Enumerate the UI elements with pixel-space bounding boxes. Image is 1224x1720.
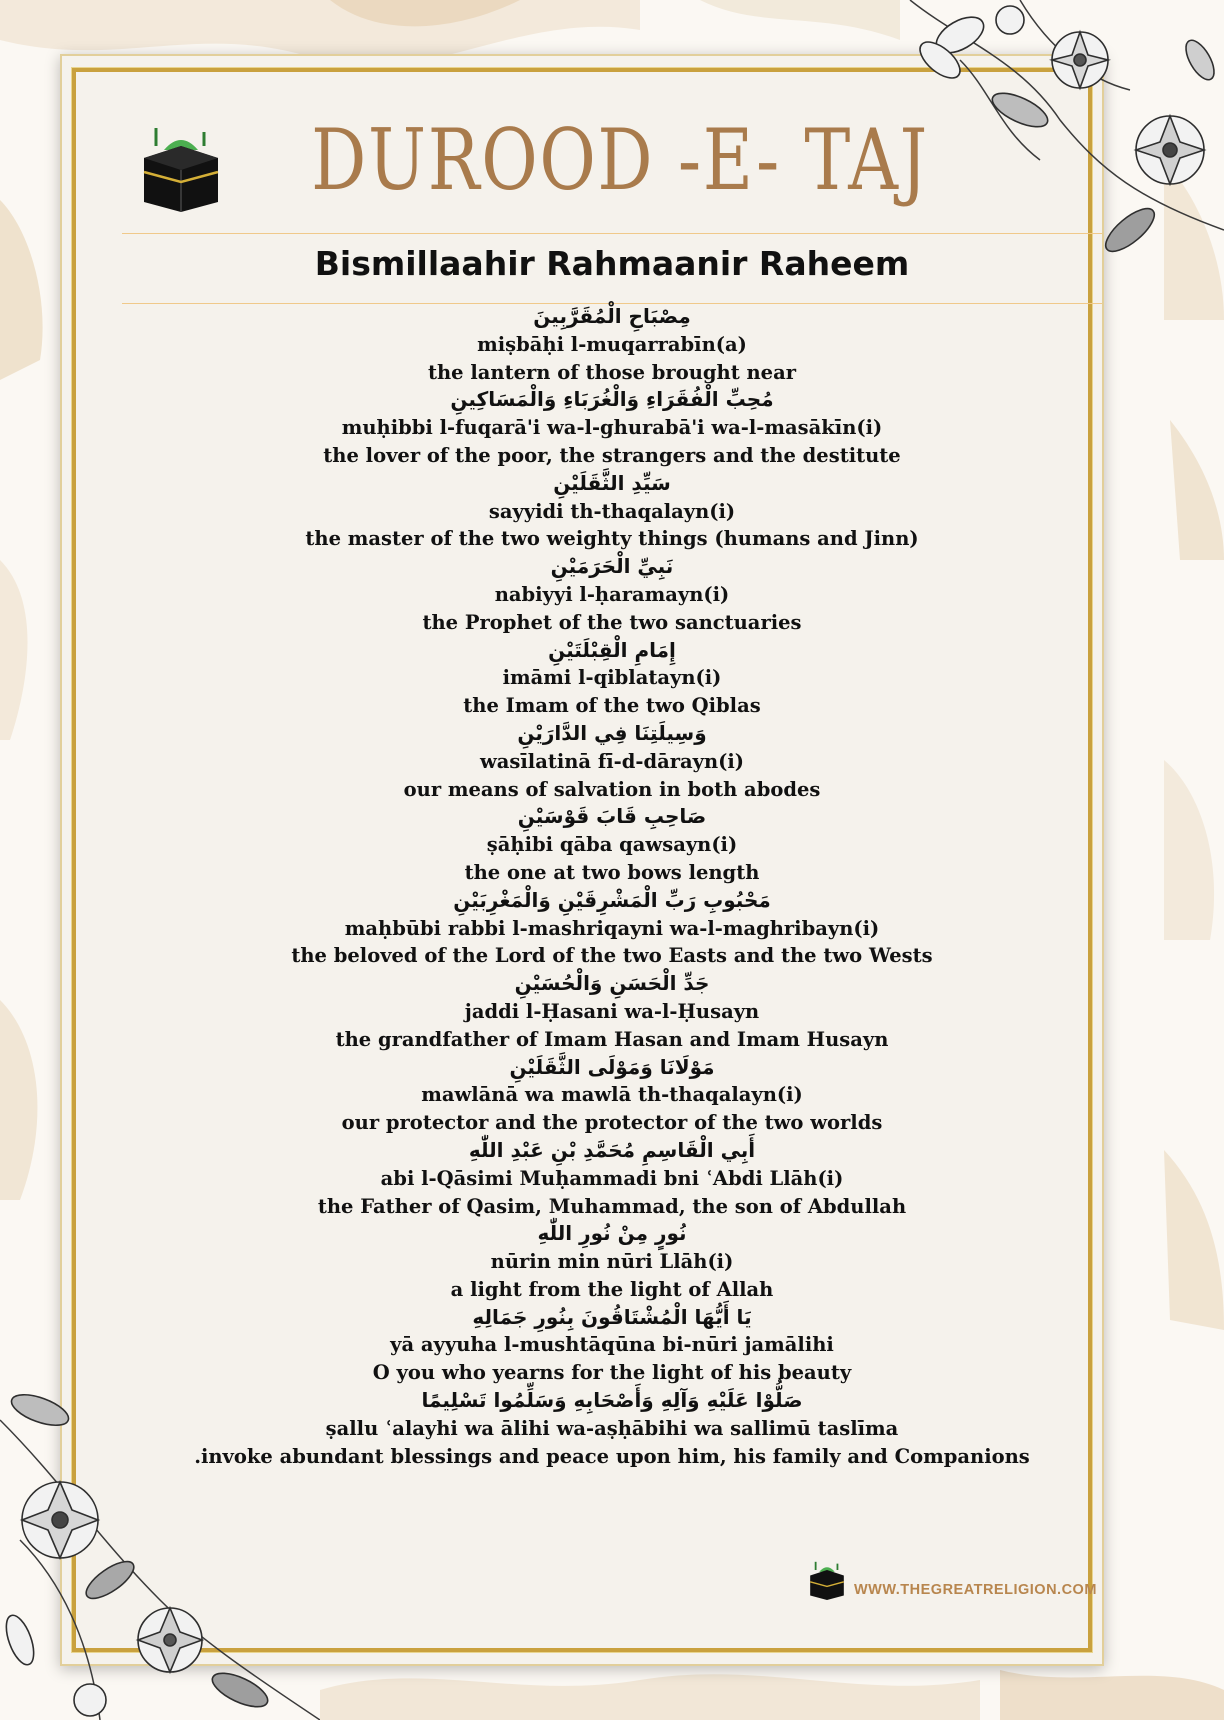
kaaba-footer-icon <box>808 1560 846 1600</box>
verse-transliteration: muḥibbi l-fuqarā'i wa-l-ghurabā'i wa-l-masākīn(i) <box>341 416 883 440</box>
kaaba-logo-icon <box>140 124 222 212</box>
basmala-subtitle: Bismillaahir Rahmaanir Raheem <box>314 244 910 283</box>
verse-arabic: جَدِّ الْحَسَنِ وَالْحُسَيْنِ <box>514 971 710 996</box>
verse-arabic: مُحِبِّ الْفُقَرَاءِ وَالْغُرَبَاءِ وَالْمَسَاكِينِ <box>450 387 774 412</box>
verse-arabic: مَوْلَانَا وَمَوْلَى الثَّقَلَيْنِ <box>509 1054 715 1079</box>
verse-transliteration: sayyidi th-thaqalayn(i) <box>488 499 736 523</box>
page-title: DUROOD -E- TAJ <box>311 111 929 209</box>
divider-top <box>122 233 1102 234</box>
verse-arabic: أَبِي الْقَاسِمِ مُحَمَّدِ بْنِ عَبْدِ اللّٰهِ <box>468 1137 756 1162</box>
verse-translation: the one at two bows length <box>464 860 760 884</box>
verse-translation: O you who yearns for the light of his beauty <box>372 1361 852 1385</box>
verse-transliteration: miṣbāḥi l-muqarrabīn(a) <box>477 332 747 356</box>
verse-translation: the beloved of the Lord of the two Easts and the two Wests <box>291 944 933 968</box>
verse-arabic: صَلُّوْا عَلَيْهِ وَآلِهِ وَأَصْحَابِهِ وَسَلِّمُوا تَسْلِيمًا <box>421 1388 803 1413</box>
verse-transliteration: imāmi l-qiblatayn(i) <box>502 666 722 690</box>
website-url[interactable]: WWW.THEGREATRELIGION.COM <box>854 1582 1097 1598</box>
verse-list <box>80 303 1144 1470</box>
verse-translation: the grandfather of Imam Hasan and Imam Husayn <box>335 1027 889 1051</box>
verse-transliteration: yā ayyuha l-mushtāqūna bi-nūri jamālihi <box>390 1333 834 1357</box>
verse-arabic: وَسِيلَتِنَا فِي الدَّارَيْنِ <box>517 720 707 745</box>
verse-arabic: نَبِيِّ الْحَرَمَيْنِ <box>550 554 674 579</box>
verse-transliteration: wasīlatinā fī-d-dārayn(i) <box>479 749 745 773</box>
verse-arabic: يَا أَيُّهَا الْمُشْتَاقُونَ بِنُورِ جَمَالِهِ <box>472 1304 752 1329</box>
verse-translation: .invoke abundant blessings and peace upon him, his family and Companions <box>194 1444 1030 1468</box>
verse-transliteration: mawlānā wa mawlā th-thaqalayn(i) <box>421 1083 803 1107</box>
verse-translation: the lantern of those brought near <box>428 360 796 384</box>
verse-translation: the master of the two weighty things (humans and Jinn) <box>305 527 919 551</box>
verse-transliteration: nūrin min nūri Llāh(i) <box>490 1250 734 1274</box>
verse-arabic: نُورٍ مِنْ نُورِ اللّٰهِ <box>537 1221 687 1246</box>
verse-arabic: مِصْبَاحِ الْمُقَرَّبِينَ <box>533 304 691 328</box>
verse-translation: our means of salvation in both abodes <box>403 777 821 801</box>
verse-transliteration: ṣāḥibi qāba qawsayn(i) <box>486 833 738 857</box>
verse-arabic: سَيِّدِ الثَّقَلَيْنِ <box>553 470 671 495</box>
verse-translation: the Prophet of the two sanctuaries <box>422 610 802 634</box>
verse-translation: the Imam of the two Qiblas <box>463 694 761 718</box>
verse-translation: a light from the light of Allah <box>450 1277 774 1301</box>
verse-transliteration: abi l-Qāsimi Muḥammadi bni ʿAbdi Llāh(i) <box>380 1166 844 1190</box>
verse-transliteration: maḥbūbi rabbi l-mashriqayni wa-l-maghribayn(i) <box>344 916 880 940</box>
verse-translation: the Father of Qasim, Muhammad, the son of Abdullah <box>317 1194 907 1218</box>
verse-translation: the lover of the poor, the strangers and the destitute <box>323 443 901 467</box>
verse-transliteration: ṣallu ʿalayhi wa ālihi wa-aṣḥābihi wa sallimū taslīma <box>325 1416 899 1440</box>
verse-transliteration: nabiyyi l-ḥaramayn(i) <box>494 582 730 606</box>
verse-transliteration: jaddi l-Ḥasani wa-l-Ḥusayn <box>464 999 760 1023</box>
verse-translation: our protector and the protector of the two worlds <box>341 1111 883 1135</box>
verse-arabic: صَاحِبِ قَابَ قَوْسَيْنِ <box>517 804 707 829</box>
verse-arabic: مَحْبُوبِ رَبِّ الْمَشْرِقَيْنِ وَالْمَغْرِبَيْنِ <box>453 887 771 912</box>
verse-arabic: إِمَامِ الْقِبْلَتَيْنِ <box>548 637 676 662</box>
